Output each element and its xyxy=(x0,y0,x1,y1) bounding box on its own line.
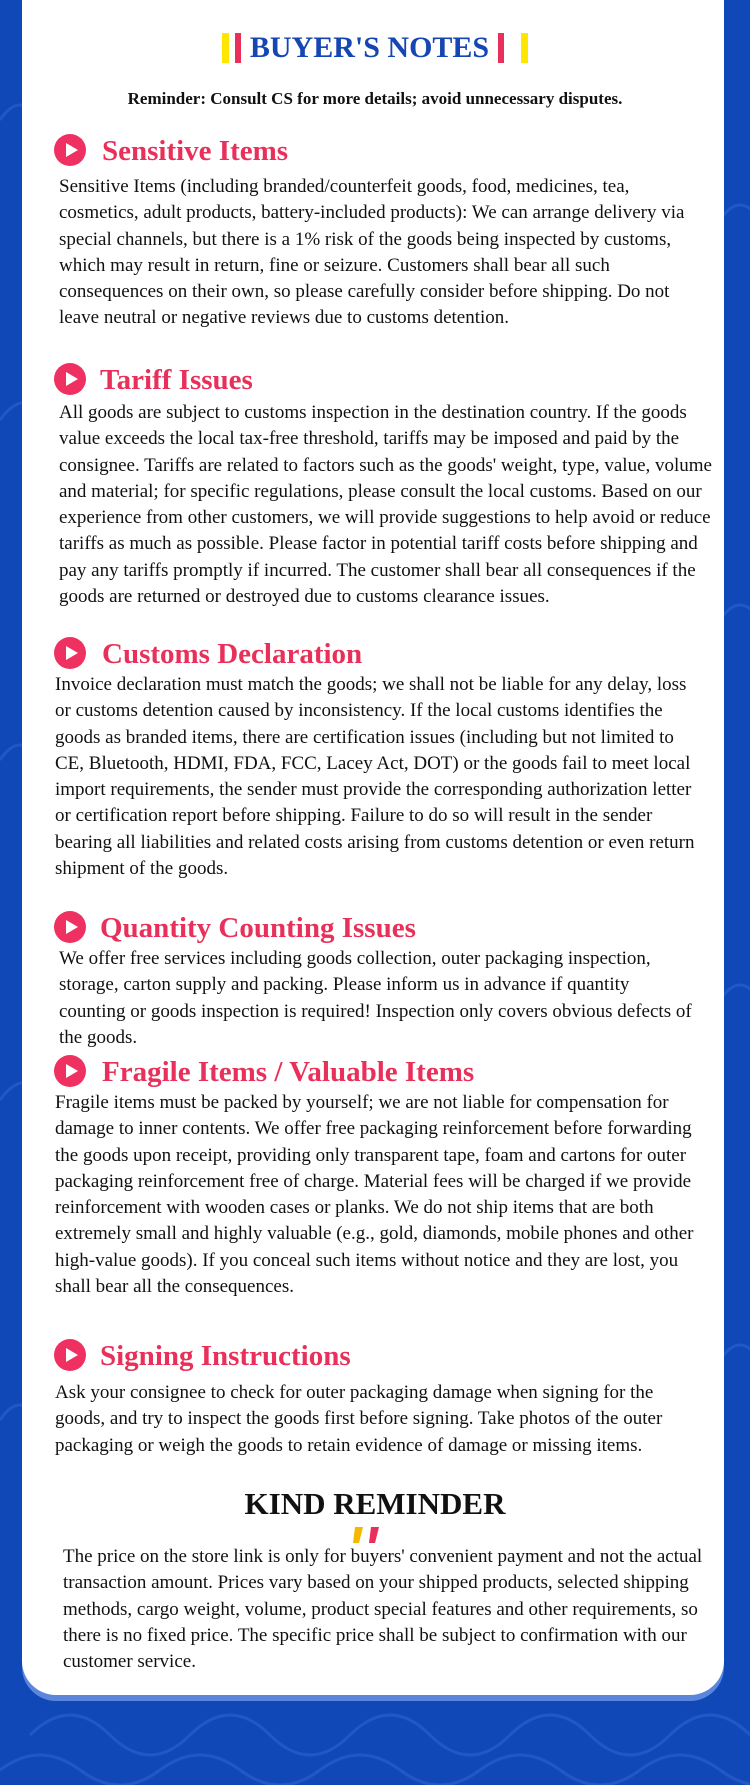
section-heading-quantity-counting: Quantity Counting Issues xyxy=(54,910,416,946)
section-body-signing-instructions: Ask your consignee to check for outer packaging damage when signing for the goods, and try to inspect the goods first before signing. Take photos of the outer packaging or weigh the goods to retain evidence of damage or missing items. xyxy=(55,1382,663,1456)
red-bar-decoration xyxy=(498,33,504,63)
section-heading-fragile-valuable: Fragile Items / Valuable Items xyxy=(54,1054,474,1090)
quote-mark-icon xyxy=(351,1527,391,1545)
section-body-tariff-issues: All goods are subject to customs inspection in the destination country. If the goods value exceeds the local tax-free threshold, tariffs may be imposed and paid by the consignee. Tariffs are related to factors such as the goods' weight, type, value, volume and material; for specific regulations, please consult the local customs. Based on our experience from other customers, we will provide suggestions to help avoid or reduce tariffs as much as possible. Please factor in potential tariff costs before shipping and pay any tariffs promptly if incurred. The customer shall bear all consequences if the goods are returned or destroyed due to customs clearance issues. xyxy=(59,402,712,608)
arrow-right-circle-icon xyxy=(54,134,86,166)
arrow-right-circle-icon xyxy=(54,1339,86,1371)
section-heading-sensitive-items: Sensitive Items xyxy=(54,133,288,169)
yellow-bar-decoration xyxy=(222,33,229,63)
section-body-customs-declaration: Invoice declaration must match the goods; we shall not be liable for any delay, loss or customs detention caused by inconsistency. If the local customs identifies the goods as branded items, there are certification issues (including but not limited to CE, Bluetooth, HDMI, FDA, FCC, Lacey Act, DOT) or the goods fail to meet local import requirements, the sender must provide the corresponding authorization letter or certification report before shipping. Failure to do so will result in the sender bearing all liabilities and related costs arising from customs detention or even return shipment of the goods. xyxy=(55,674,695,880)
page-title-row xyxy=(0,26,750,68)
section-body-sensitive-items: Sensitive Items (including branded/counterfeit goods, food, medicines, tea, cosmetics, adult products, battery-included products): We can arrange delivery via special channels, but there is a 1% risk of the goods being inspected by customs, which may result in return, fine or seizure. Customers shall bear all such consequences on their own, so please carefully consider before shipping. Do not leave neutral or negative reviews due to customs detention. xyxy=(59,176,685,329)
arrow-right-circle-icon xyxy=(54,363,86,395)
page-title: BUYER'S NOTES xyxy=(249,31,490,65)
arrow-right-circle-icon xyxy=(54,911,86,943)
reminder-text: Reminder: Consult CS for more details; avoid unnecessary disputes. xyxy=(127,89,623,108)
kind-reminder-body: The price on the store link is only for buyers' convenient payment and not the actual transaction amount. Prices vary based on your shipped products, selected shipping methods, cargo weight, volume, product special features and other requirements, so there is no fixed price. The specific price shall be subject to confirmation with our customer service. xyxy=(63,1546,703,1673)
kind-reminder-title: KIND REMINDER xyxy=(244,1486,506,1521)
section-heading-tariff-issues: Tariff Issues xyxy=(54,362,253,398)
section-heading-signing-instructions: Signing Instructions xyxy=(54,1338,351,1374)
red-bar-decoration xyxy=(235,33,241,63)
section-body-fragile-valuable: Fragile items must be packed by yourself; we are not liable for compensation for damage to inner contents. We offer free packaging reinforcement before forwarding the goods upon receipt, providing only transparent tape, foam and cartons for outer packaging reinforcement free of charge. Material fees will be charged if we provide reinforcement with wooden cases or planks. We do not ship items that are both extremely small and highly valuable (e.g., gold, diamonds, mobile phones and other high-value goods). If you conceal such items without notice and they are lost, you shall bear all the consequences. xyxy=(55,1092,694,1298)
section-body-quantity-counting: We offer free services including goods collection, outer packaging inspection, storage, carton supply and packing. Please inform us in advance if quantity counting or goods inspection is required! Inspection only covers obvious defects of the goods. xyxy=(59,948,692,1048)
section-heading-customs-declaration: Customs Declaration xyxy=(54,636,362,672)
arrow-right-circle-icon xyxy=(54,1055,86,1087)
arrow-right-circle-icon xyxy=(54,637,86,669)
yellow-bar-decoration xyxy=(521,33,528,63)
